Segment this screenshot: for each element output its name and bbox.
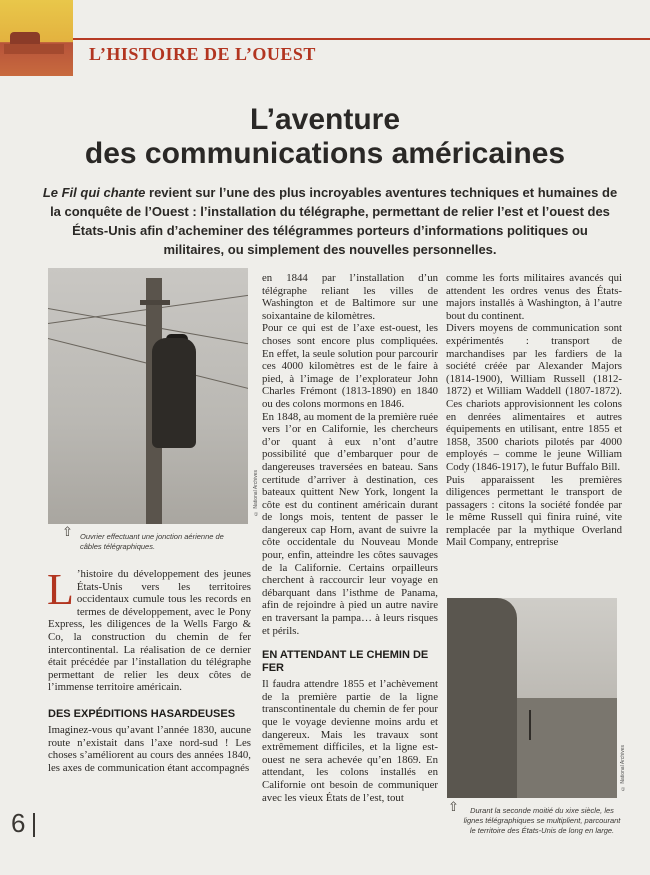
- column-2: [262, 272, 438, 804]
- col2-paragraph-1: en 1844 par l’installation d’un télégraphe reliant les villes de Washington et de Baltimore sur une soixantaine de kilomètres.: [262, 272, 438, 322]
- caption-arrow-up-icon: ⇧: [62, 525, 73, 540]
- col2-paragraph-3: En 1848, au moment de la première ruée vers l’or en Californie, les chercheurs d’or quant à eux n’ont d’autre possibilité que d’embarquer pour de dangereuses traversées en bateau. Sans certitude d’arriver à destination, ces bateaux quittent New York, longent la côte est du continent américain durant de longs mois, tentent de passer le dangereux cap Horn, avant de suivre la côte occidentale du Nouveau Monde pour, enfin, atteindre les côtes sauvages de la Californie. Certains orpailleurs cherchent à raccourcir leur voyage en débarquant dans l’isthme de Panama, afin de rejoindre à pied un autre navire en traversant la pampa… à leurs risques et périls.: [262, 410, 438, 637]
- canyon-telegraph-line-photo: [447, 598, 617, 798]
- photo2-credit: © National Archives: [620, 745, 626, 792]
- page-number-divider: [33, 813, 35, 837]
- caption-arrow-up-icon: ⇧: [448, 800, 459, 815]
- photo1-credit: © National Archives: [253, 470, 259, 517]
- telegraph-worker-photo: [48, 268, 248, 524]
- column-1: [47, 565, 251, 774]
- photo1-caption: Ouvrier effectuant une jonction aérienne de câbles télégraphiques.: [80, 532, 224, 551]
- col3-paragraph-1: comme les forts militaires avancés qui attendent les ordres venus des États-majors installés à Washington, à l’autre bout du continent.: [446, 272, 622, 322]
- col2-paragraph-2: Pour ce qui est de l’axe est-ouest, les choses sont encore plus compliquées. En effet, la seule solution pour parcourir ces 4000 kilomètres est de le faire à pied, à l’image de l’explorateur John Charles Frémont (1813-1890) en 1840 ou des colons mormons en 1846.: [262, 322, 438, 410]
- header-thumbnail-image: [0, 0, 73, 76]
- col3-paragraph-3: Puis apparaissent les premières diligences permettant le transport de passagers : citons la société fondée par le même Russell qui finira ruiné, vite remplacée par la mythique Overland Mail Company, entreprise: [446, 473, 622, 549]
- lead-text: revient sur l’une des plus incroyables aventures techniques et humaines de la conquête de l’Ouest : l’installation du télégraphe, permettant de relier l’est et l’ouest des États-Unis afin d’acheminer des télégrammes porteurs d’informations politiques ou militaires, ou simplement des nouvelles personnelles.: [50, 185, 618, 257]
- col3-paragraph-2: Divers moyens de communication sont expérimentés : transport de marchandises par les fardiers de la société créée par Alexander Majors (1814-1900), William Russell (1812-1872) et William Waddell (1807-1872). Ces chariots approvisionnent les colons en denrées alimentaires et autres équipements en utilisant, entre 1855 et 1858, 3500 chariots pilotés par 4000 employés – comme le jeune William Cody (1846-1917), le futur Buffalo Bill.: [446, 322, 622, 473]
- section-title: L’HISTOIRE DE L’OUEST: [89, 44, 316, 64]
- column-3: [446, 272, 622, 549]
- lead-book-title: Le Fil qui chante: [42, 185, 146, 200]
- drop-cap: L: [47, 565, 74, 614]
- subhead-expeditions: DES EXPÉDITIONS HASARDEUSES: [48, 707, 236, 720]
- article-title-line-1: L’aventure: [249, 103, 401, 136]
- col2-paragraph-4: Il faudra attendre 1855 et l’achèvement de la première partie de la ligne transcontinentale du chemin de fer pour que le voyage devienne moins ardu et dangereux. Mais les travaux sont extrêmement difficiles, et la ligne est-ouest ne sera achevée qu’en 1869. En attendant, les colons installés en Californie ont besoin de communiquer avec les vieux États de l’est, tout: [262, 678, 438, 804]
- page-number: 6: [11, 808, 26, 838]
- photo2-caption: Durant la seconde moitié du xixe siècle, les lignes télégraphiques se multiplient, parcourant le territoire des États-Unis de long en large.: [463, 806, 621, 835]
- header-rule: [73, 38, 650, 40]
- article-title-line-2: des communications américaines: [84, 137, 566, 170]
- article-lead: [40, 183, 620, 259]
- subhead-railroad: EN ATTENDANT LE CHEMIN DE FER: [262, 649, 429, 675]
- col1-paragraph-2: Imaginez-vous qu’avant l’année 1830, aucune route n’existait dans l’axe nord-sud ! Les choses s’améliorent au cours des années 1840, les axes de communication étant accompagnés: [48, 723, 251, 774]
- col1-intro-paragraph: L ’histoire du développement des jeunes États-Unis vers les territoires occidentaux cumule tous les records en termes de développement, avec le Pony Express, les diligences de la Wells Fargo & Co, la construction du chemin de fer intercontinental. La réalisation de ce dernier était précédée par l’installation du télégraphe permettant de relier les deux côtes de l’immense territoire américain.: [47, 565, 251, 694]
